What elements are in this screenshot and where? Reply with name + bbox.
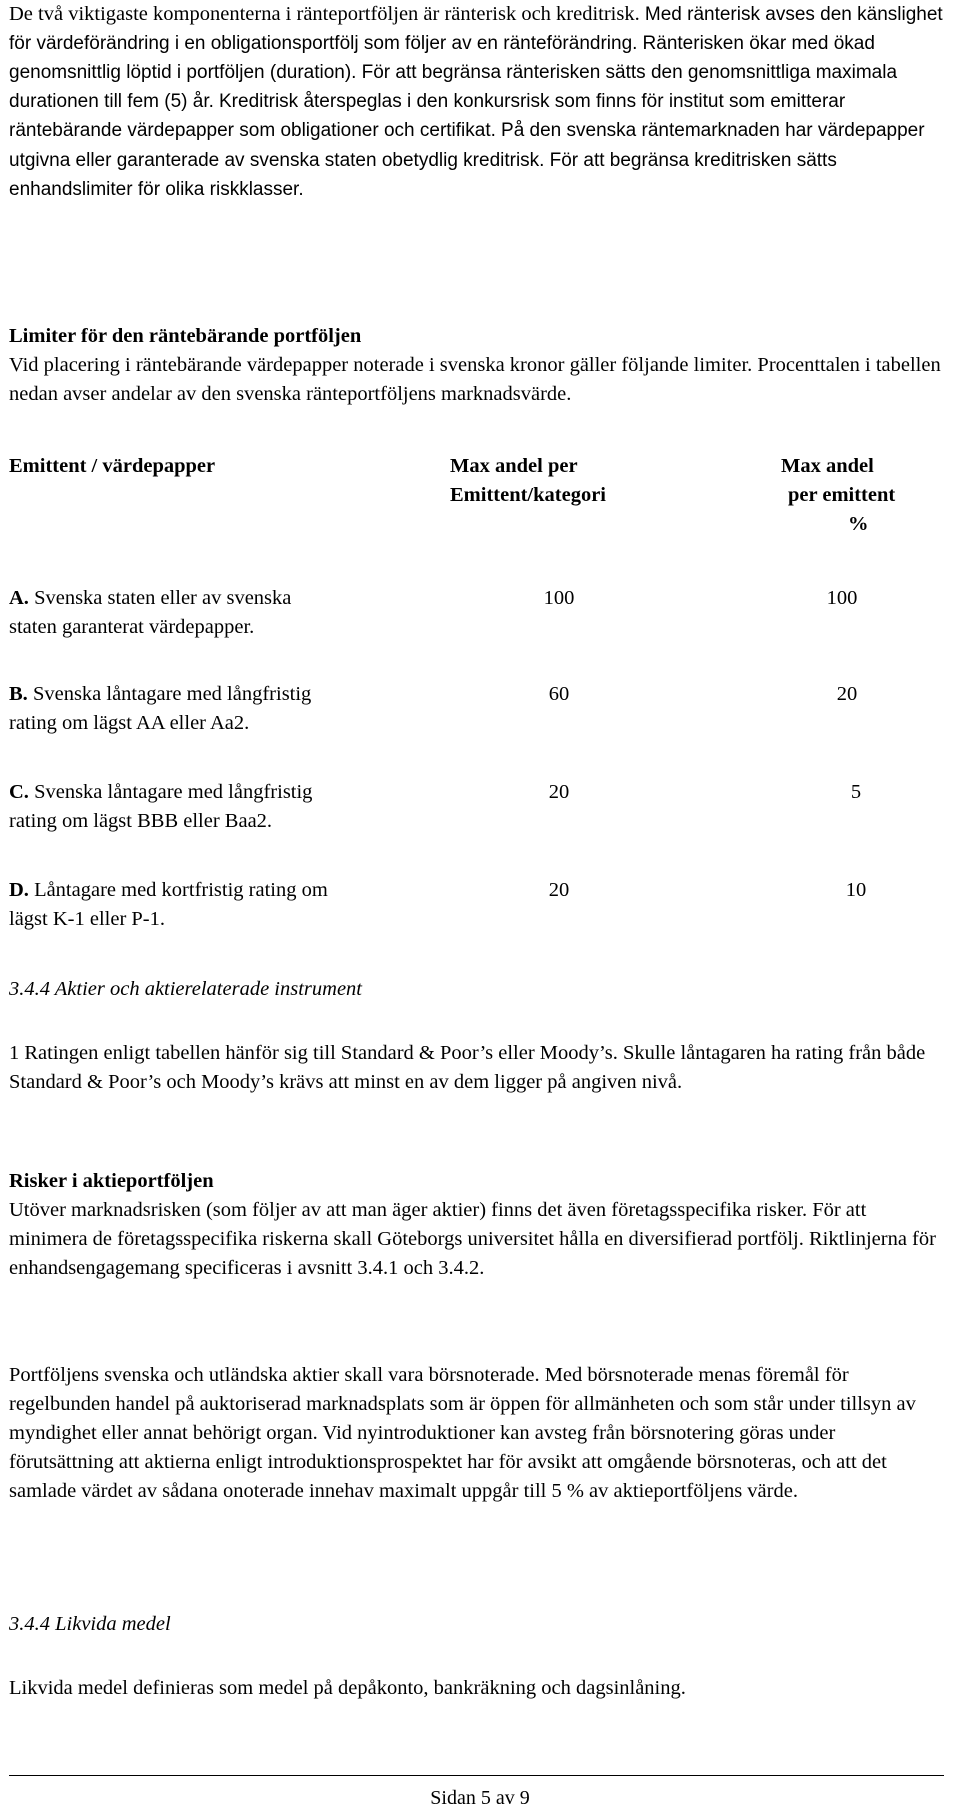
intro-sentence-2: Med ränterisk avses den känslighet för värdeförändring i en obligationsportfölj som följer av en ränteförändring. — [9, 4, 943, 55]
table-row: D. Låntagare med kortfristig rating om lägst K-1 eller P-1. — [9, 879, 328, 931]
table-cell-max-category: 100 — [543, 587, 575, 609]
table-cell-max-category: 20 — [548, 781, 570, 803]
intro-sentence-3: Ränterisken ökar med ökad genomsnittlig löptid i portföljen (duration). — [9, 33, 875, 84]
table-row: A. Svenska staten eller av svenska staten garanterat värdepapper. — [9, 587, 292, 639]
limits-heading: Limiter för den räntebärande portföljen — [9, 325, 362, 347]
table-header-max-category: Max andel per Emittent/kategori — [450, 455, 606, 507]
liquid-paragraph: Likvida medel definieras som medel på depåkonto, bankräkning och dagsinlåning. — [9, 1677, 686, 1699]
table-header-max-issuer: Max andel per emittent % — [781, 455, 896, 536]
table-cell-max-category: 60 — [548, 683, 570, 705]
footnote: 1 Ratingen enligt tabellen hänför sig till Standard & Poor’s eller Moody’s. Skulle låntagaren ha rating från både Standard & Poor’s och Moody’s krävs att minst en av dem ligger på angiven nivå. — [9, 1042, 926, 1094]
table-cell-max-issuer: 100 — [826, 587, 858, 609]
footer-divider — [9, 1775, 944, 1776]
section-heading-liquid: 3.4.4 Likvida medel — [9, 1613, 171, 1635]
intro-sentence-7: För att begränsa kreditrisken sätts enhandslimiter för olika riskklasser. — [9, 149, 837, 200]
table-cell-max-issuer: 20 — [836, 683, 858, 705]
intro-sentence-5: Kreditrisk återspeglas i den konkursrisk som finns för institut som emitterar räntebärande värdepapper som obligationer och certifikat. — [9, 91, 846, 142]
limits-section — [9, 322, 944, 409]
limits-table — [9, 452, 944, 942]
intro-sentence-1: De två viktigaste komponenterna i ränteportföljen är ränterisk och kreditrisk. — [9, 3, 640, 25]
table-row: C. Svenska låntagare med långfristig rating om lägst BBB eller Baa2. — [9, 781, 313, 833]
section-heading-stocks: 3.4.4 Aktier och aktierelaterade instrument — [9, 978, 362, 1000]
table-header-issuer: Emittent / värdepapper — [9, 455, 216, 477]
table-cell-max-category: 20 — [548, 879, 570, 901]
table-cell-max-issuer: 5 — [850, 781, 862, 803]
intro-sentence-6: På den svenska räntemarknaden har värdepapper utgivna eller garanterade av svenska staten obetydlig kreditrisk. — [9, 120, 925, 171]
intro-paragraph — [9, 0, 944, 204]
listing-paragraph: Portföljens svenska och utländska aktier skall vara börsnoterade. Med börsnoterade menas föremål för regelbunden handel på auktoriserad marknadsplats som är öppen för allmänheten och som står under tillsyn av myndighet eller annat behörigt organ. Vid nyintroduktioner kan avsteg från börsnotering göras under förutsättning att aktierna enligt introduktionsprospektet har för avsikt att omgående börsnoteras, och att det samlade värdet av sådana onoterade innehav maximalt uppgår till 5 % av aktieportföljens värde. — [9, 1364, 916, 1503]
limits-text: Vid placering i räntebärande värdepapper noterade i svenska kronor gäller följande limiter. Procenttalen i tabellen nedan avser andelar av den svenska ränteportföljens marknadsvärde. — [9, 354, 941, 406]
intro-sentence-4: För att begränsa ränterisken sätts den genomsnittliga maximala durationen till fem (5) år. — [9, 62, 898, 113]
risks-text: Utöver marknadsrisken (som följer av att man äger aktier) finns det även företagsspecifika risker. För att minimera de företagsspecifika riskerna skall Göteborgs universitet hålla en diversifierad portfölj. Riktlinjerna för enhandsengagemang specificeras i avsnitt 3.4.1 och 3.4.2. — [9, 1199, 936, 1280]
page-number: Sidan 5 av 9 — [430, 1787, 530, 1809]
risks-heading: Risker i aktieportföljen — [9, 1170, 214, 1192]
table-cell-max-issuer: 10 — [845, 879, 867, 901]
table-row: B. Svenska låntagare med långfristig rating om lägst AA eller Aa2. — [9, 683, 312, 735]
risks-section — [9, 1167, 944, 1283]
